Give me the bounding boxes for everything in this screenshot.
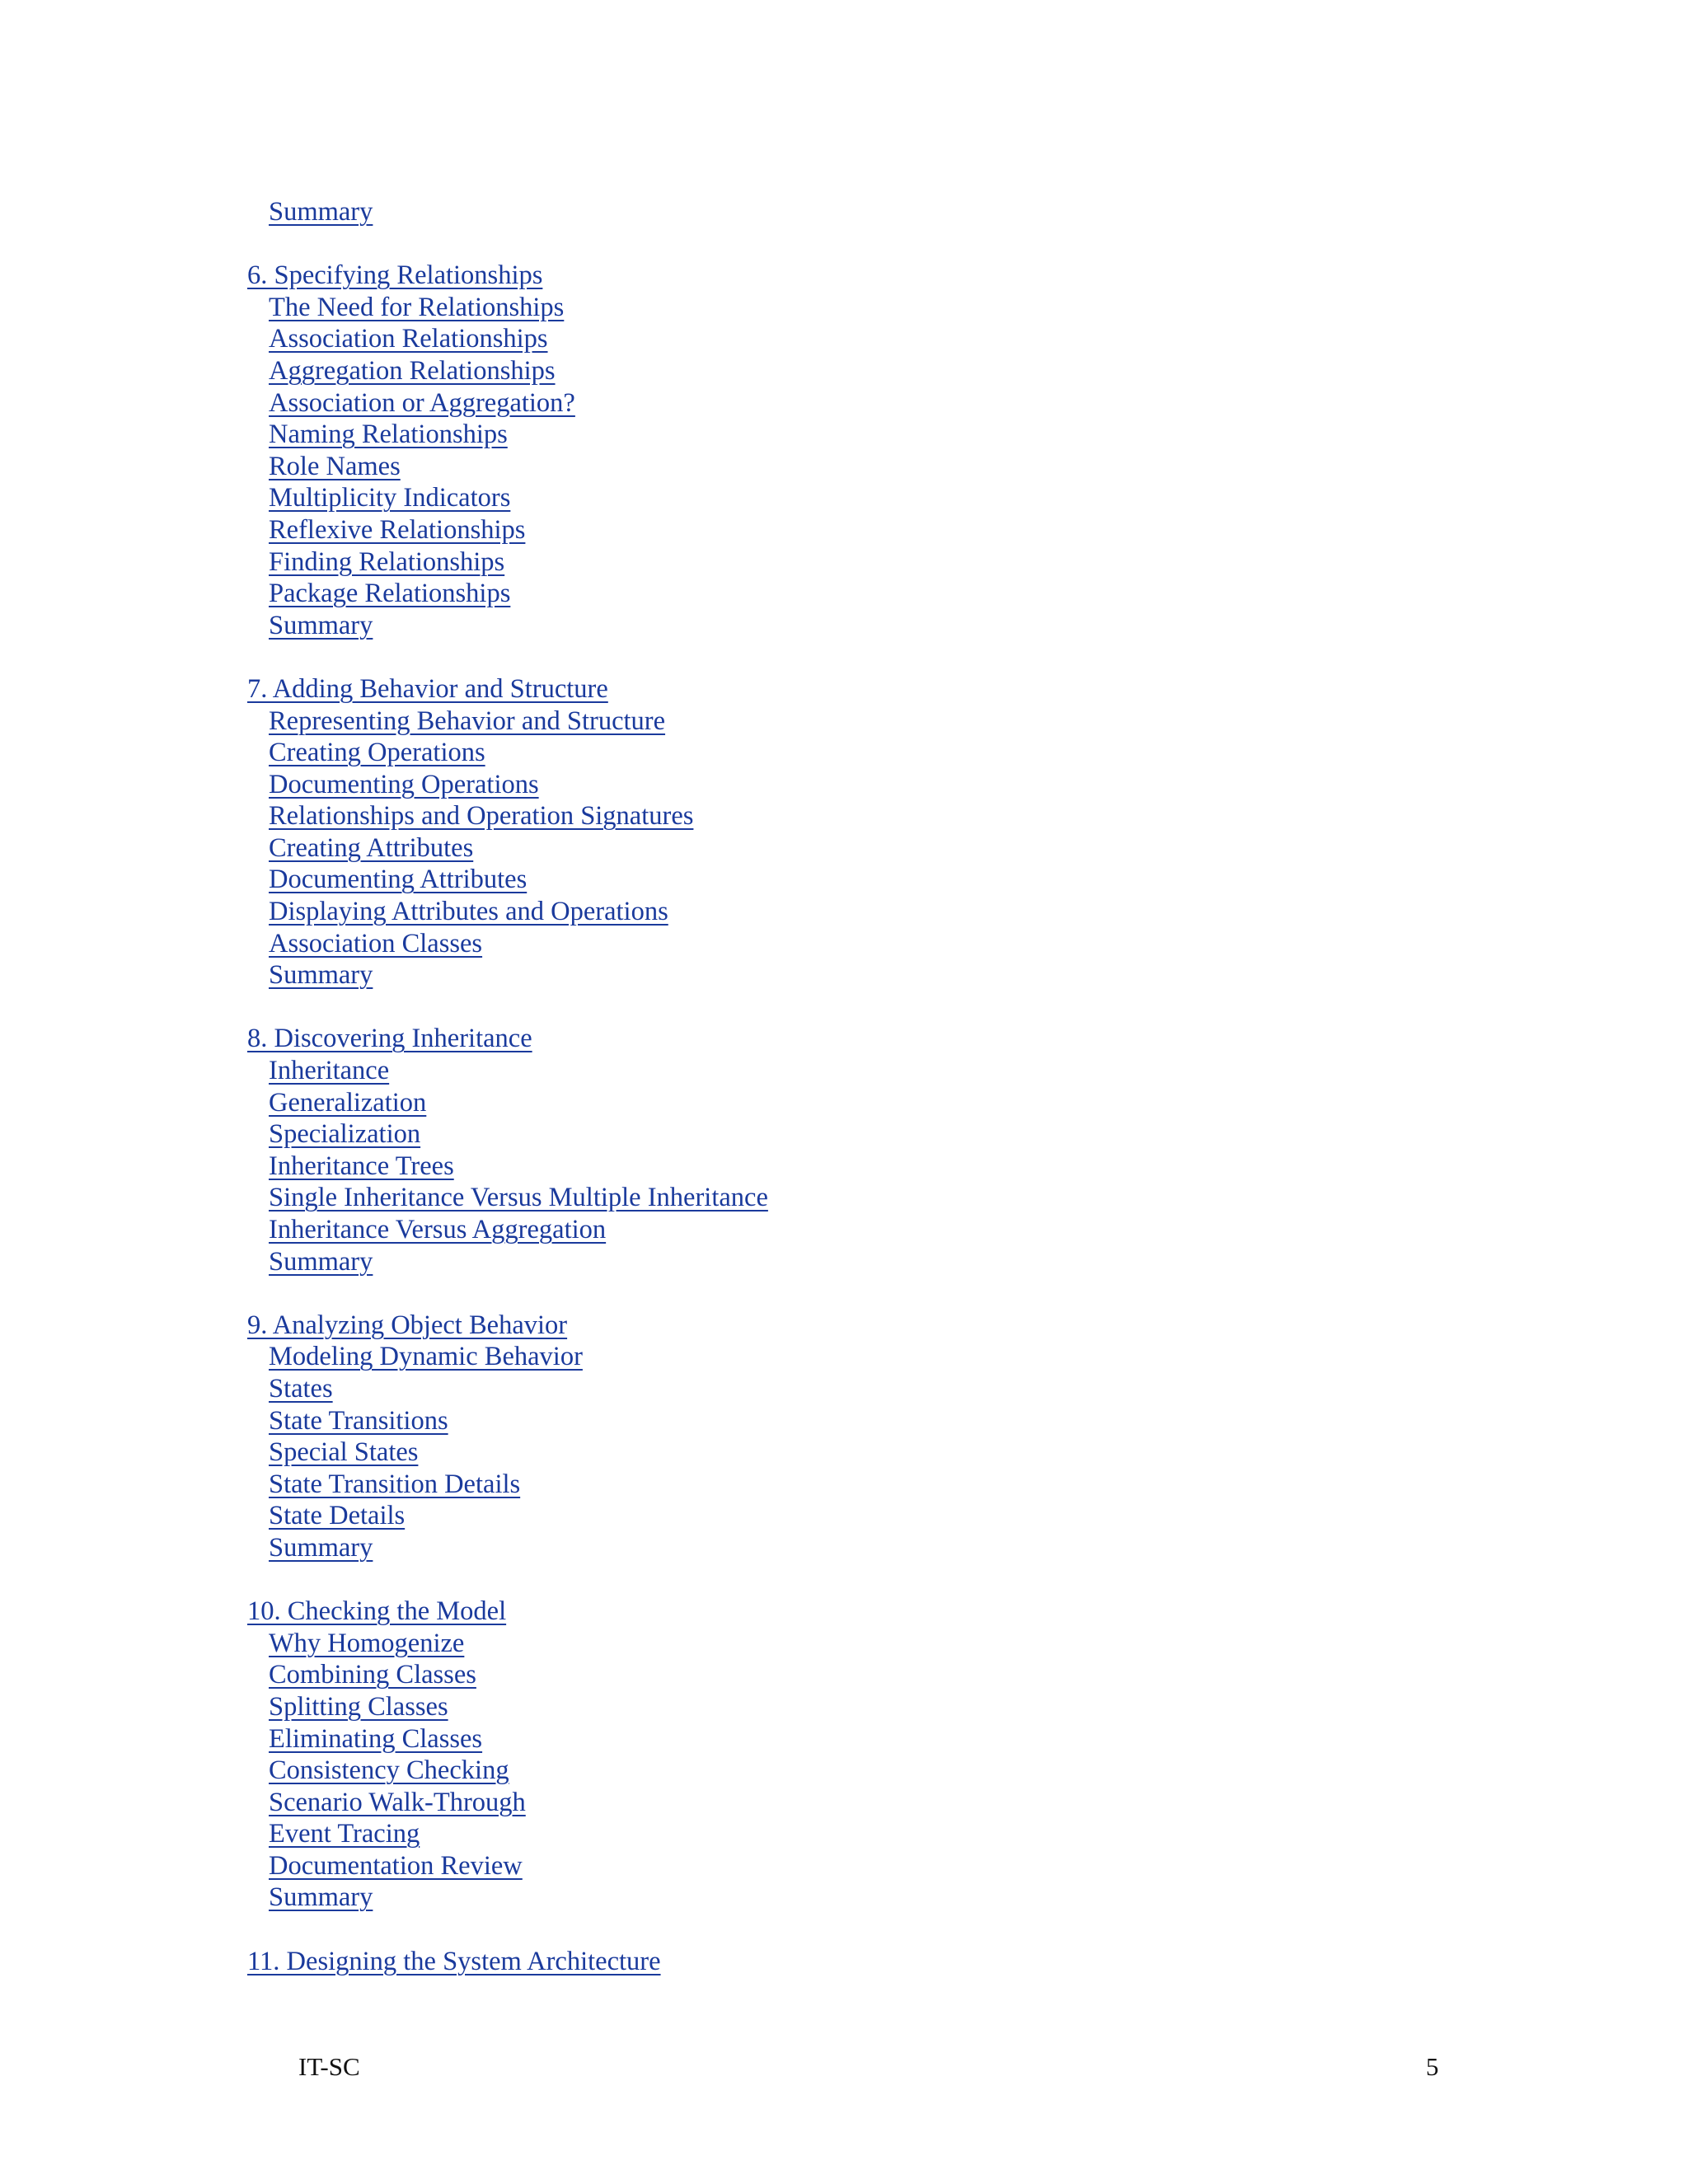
toc-chapter-link[interactable]: 11. Designing the System Architecture [247,1946,661,1976]
toc-section-link[interactable]: State Details [269,1501,406,1531]
toc-section-link[interactable]: Inheritance Trees [269,1151,454,1181]
page-number: 5 [1426,2052,1439,2081]
toc-section-link[interactable]: Combining Classes [269,1660,476,1690]
toc-section-link[interactable]: States [269,1373,333,1404]
toc-chapter-link[interactable]: 8. Discovering Inheritance [247,1024,532,1054]
toc-section-link[interactable]: Documenting Attributes [269,865,528,895]
toc-section-link[interactable]: Role Names [269,451,401,481]
toc-section-link[interactable]: Summary [269,1882,373,1913]
toc-section-link[interactable]: Multiplicity Indicators [269,483,511,513]
toc-section-link[interactable]: Package Relationships [269,579,511,609]
toc-chapter-group [247,1946,1484,1978]
toc-section-link[interactable]: Creating Operations [269,738,485,768]
toc-section-link[interactable]: Association or Aggregation? [269,387,575,418]
toc-chapter-link[interactable]: 10. Checking the Model [247,1596,507,1627]
toc-chapter-link[interactable]: 9. Analyzing Object Behavior [247,1310,568,1340]
toc-section-link[interactable]: Summary [269,960,373,991]
toc-section-link[interactable]: Naming Relationships [269,419,508,450]
toc-section-link[interactable]: Inheritance Versus Aggregation [269,1215,607,1244]
toc-section-link[interactable]: Association Classes [269,928,483,958]
toc-chapter-group [247,1310,1484,1564]
toc-section-link[interactable]: Splitting Classes [269,1691,448,1722]
toc-section-link[interactable]: Inheritance [269,1056,390,1086]
toc-section-link[interactable]: Single Inheritance Versus Multiple Inheritance [269,1183,768,1213]
toc-section-link[interactable]: Event Tracing [269,1819,420,1849]
toc-section-link[interactable]: Special States [269,1437,419,1468]
toc-section-link[interactable]: Relationships and Operation Signatures [269,801,694,832]
toc-section-link[interactable]: Reflexive Relationships [269,514,526,545]
toc-section-link[interactable]: Aggregation Relationships [269,355,556,386]
toc-section-link[interactable]: State Transitions [269,1405,448,1436]
toc-section-link[interactable]: Summary [269,1246,373,1277]
toc-section-link[interactable]: Representing Behavior and Structure [269,705,666,736]
toc-section-link[interactable]: Documentation Review [269,1850,523,1881]
toc-section-link[interactable]: Specialization [269,1119,421,1150]
toc-chapter-group [247,1023,1484,1277]
toc-section-link[interactable]: Consistency Checking [269,1755,509,1786]
toc-section-link[interactable]: The Need for Relationships [269,292,565,322]
toc-section-link[interactable]: Modeling Dynamic Behavior [269,1342,583,1372]
toc-section-link[interactable]: Generalization [269,1087,427,1118]
toc-section-link[interactable]: Why Homogenize [269,1628,465,1658]
toc-section-link[interactable]: Documenting Operations [269,769,539,799]
toc-section-link[interactable]: Displaying Attributes and Operations [269,897,668,927]
toc-chapter-group [247,673,1484,991]
toc-section-link[interactable]: Finding Relationships [269,546,505,577]
toc-chapter-link[interactable]: 7. Adding Behavior and Structure [247,673,608,704]
toc-section-link[interactable]: Summary [269,610,373,640]
table-of-contents [247,196,1484,1977]
toc-section-link[interactable]: State Transition Details [269,1469,521,1499]
toc-section-link[interactable]: Association Relationships [269,324,548,354]
toc-section-link[interactable]: Eliminating Classes [269,1723,483,1754]
toc-section-link[interactable]: Scenario Walk-Through [269,1787,526,1817]
toc-chapter-group [247,260,1484,641]
footer-label: IT-SC [298,2052,360,2081]
toc-section-link[interactable]: Creating Attributes [269,832,474,863]
toc-section-link[interactable]: Summary [269,1532,373,1563]
toc-link-summary[interactable]: Summary [269,197,373,227]
toc-chapter-group [247,1596,1484,1914]
toc-chapter-link[interactable]: 6. Specifying Relationships [247,260,543,291]
